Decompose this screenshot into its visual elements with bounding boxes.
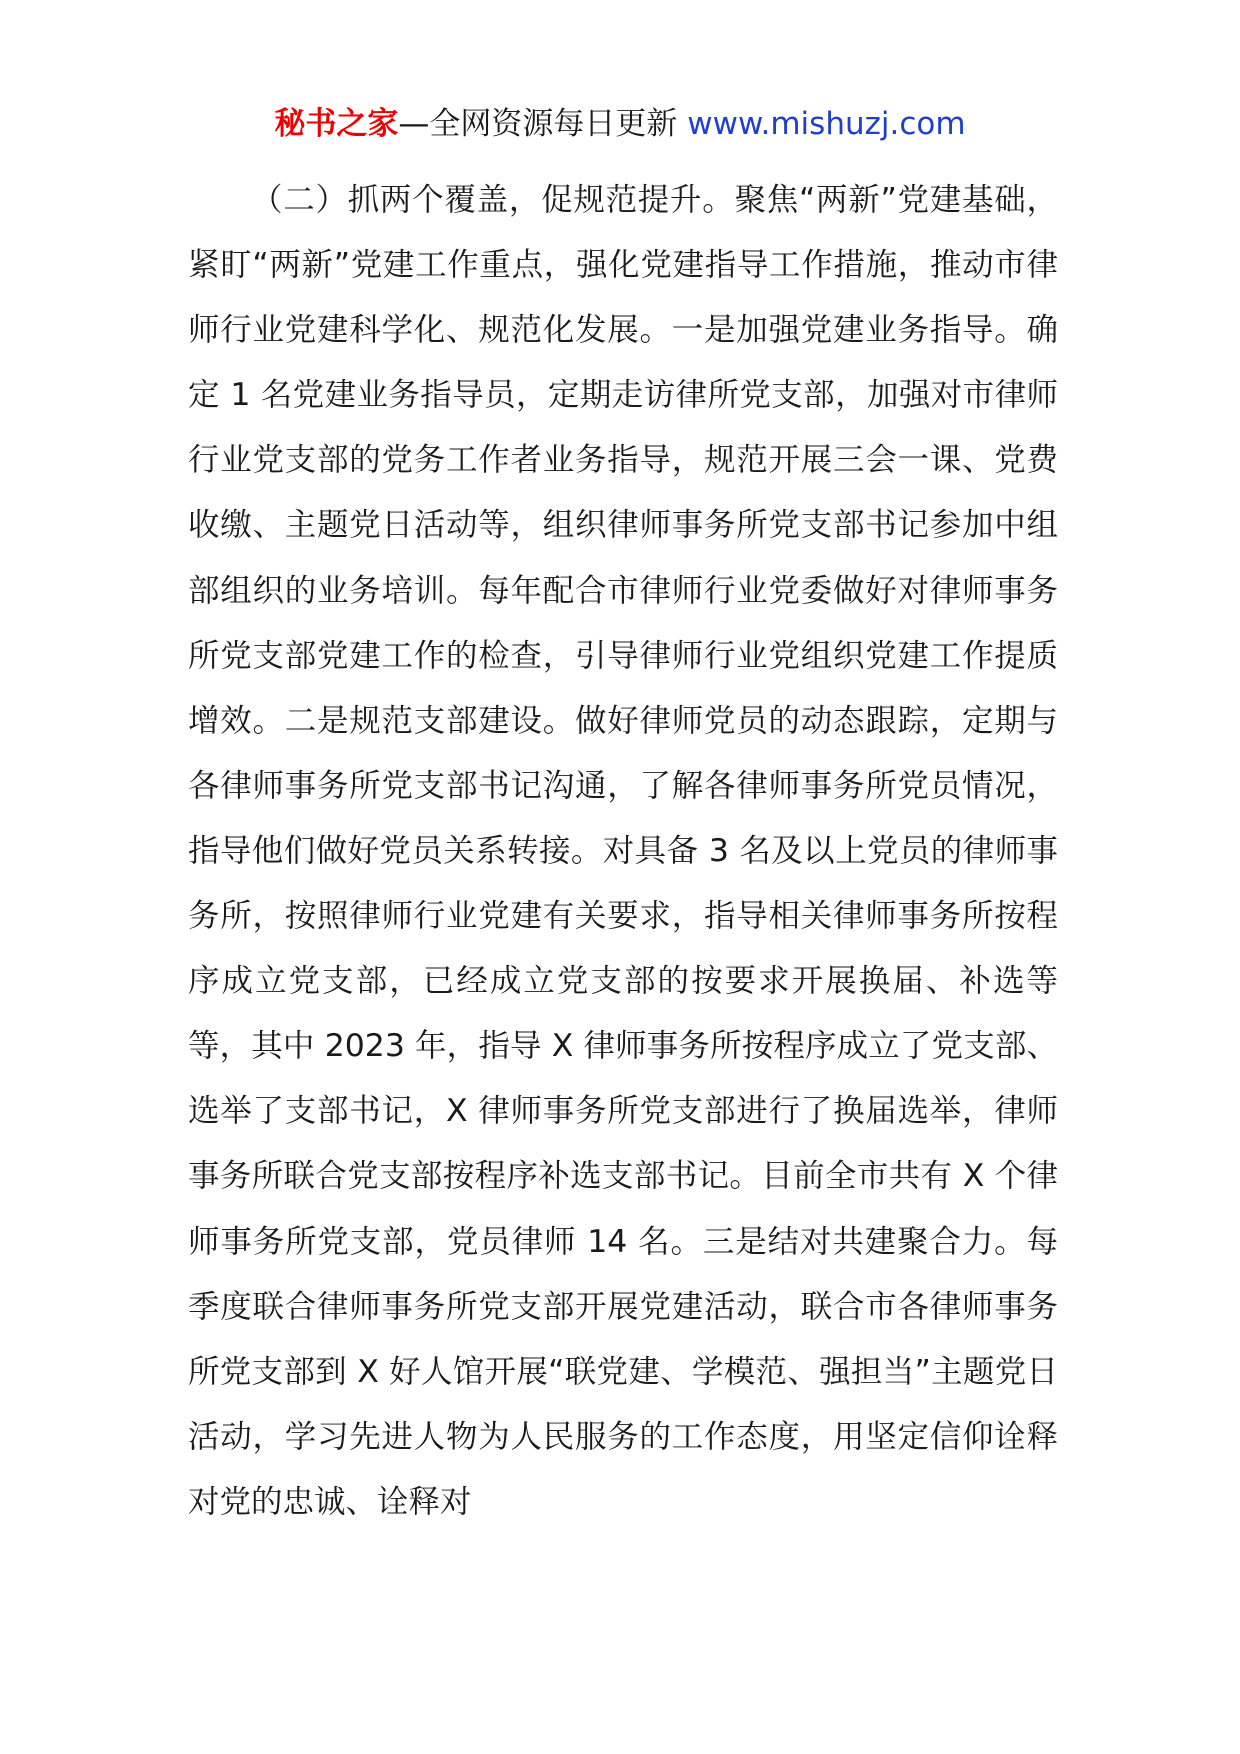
body-paragraph: （二）抓两个覆盖，促规范提升。聚焦“两新”党建基础，紧盯“两新”党建工作重点，强化党建指导工作措施，推动市律师行业党建科学化、规范化发展。一是加强党建业务指导。确定 1 名党建业务指导员，定期走访律所党支部，加强对市律师行业党支部的党务工作者业务指导，规范开展三会一课、党费收缴、主题党日活动等，组织律师事务所党支部书记参加中组部组织的业务培训。每年配合市律师行业党委做好对律师事务所党支部党建工作的检查，引导律师行业党组织党建工作提质增效。二是规范支部建设。做好律师党员的动态跟踪，定期与各律师事务所党支部书记沟通，了解各律师事务所党员情况，指导他们做好党员关系转接。对具备 3 名及以上党员的律师事务所，按照律师行业党建有关要求，指导相关律师事务所按程序成立党支部，已经成立党支部的按要求开展换届、补选等等，其中 2023 年，指导 X 律师事务所按程序成立了党支部、选举了支部书记，X 律师事务所党支部进行了换届选举，律师事务所联合党支部按程序补选支部书记。目前全市共有 X 个律师事务所党支部，党员律师 14 名。三是结对共建聚合力。每季度联合律师事务所党支部开展党建活动，联合市各律师事务所党支部到 X 好人馆开展“联党建、学模范、强担当”主题党日活动，学习先进人物为人民服务的工作态度，用坚定信仰诠释对党的忠诚、诠释对 [188,182,1058,1520]
header-slogan: —全网资源每日更新 [398,106,688,142]
brand-name: 秘书之家 [274,106,399,142]
site-url-link[interactable]: www.mishuzj.com [687,106,966,142]
page-header [0,102,1240,146]
